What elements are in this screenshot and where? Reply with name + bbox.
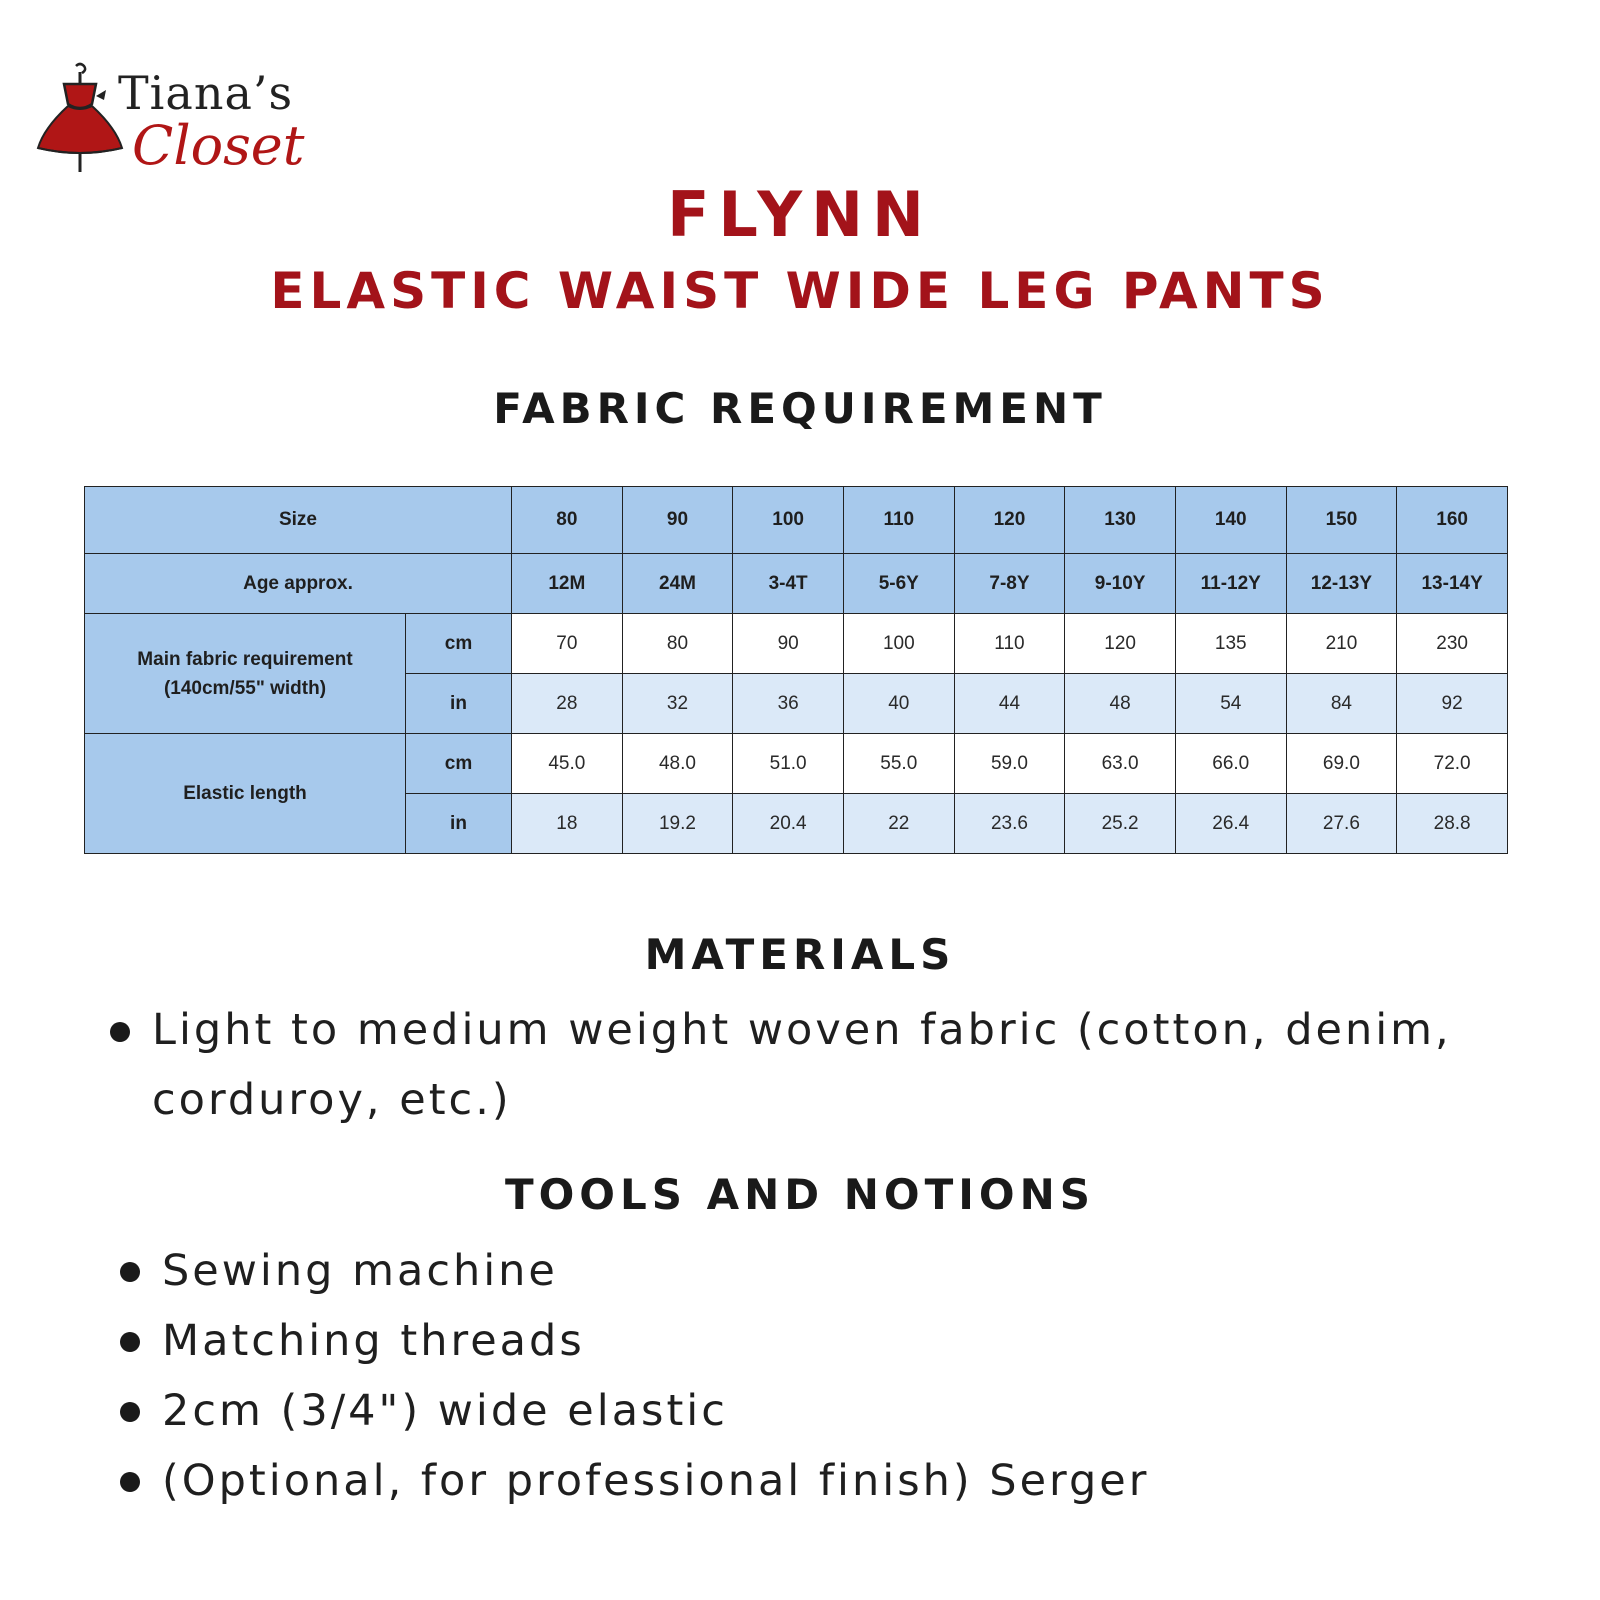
list-item-text: 2cm (3/4") wide elastic (162, 1386, 728, 1436)
value-cell: 100 (843, 614, 954, 674)
size-cell: 160 (1397, 487, 1508, 554)
size-cell: 110 (843, 487, 954, 554)
tools-list (110, 1236, 1550, 1516)
list-item-text: Matching threads (162, 1316, 585, 1366)
value-cell: 28.8 (1397, 794, 1508, 854)
list-item (100, 995, 1540, 1135)
list-item-text: (Optional, for professional finish) Serger (162, 1456, 1150, 1506)
size-label: Size (85, 487, 512, 554)
unit-cm: cm (406, 614, 512, 674)
list-item-text: Light to medium weight woven fabric (cotton, denim, (152, 1005, 1452, 1055)
value-cell: 22 (843, 794, 954, 854)
fabric-requirement-heading: FABRIC REQUIREMENT (493, 384, 1107, 433)
value-cell: 110 (954, 614, 1065, 674)
value-cell: 19.2 (622, 794, 733, 854)
size-cell: 140 (1175, 487, 1286, 554)
size-row (85, 487, 1508, 554)
value-cell: 120 (1065, 614, 1176, 674)
value-cell: 48.0 (622, 734, 733, 794)
value-cell: 27.6 (1286, 794, 1397, 854)
age-cell: 13-14Y (1397, 554, 1508, 614)
main-fabric-label (85, 614, 406, 734)
bullet-icon (120, 1332, 140, 1352)
list-item (110, 1306, 1550, 1376)
age-cell: 11-12Y (1175, 554, 1286, 614)
size-cell: 80 (512, 487, 623, 554)
materials-list (100, 995, 1540, 1135)
value-cell: 26.4 (1175, 794, 1286, 854)
value-cell: 210 (1286, 614, 1397, 674)
value-cell: 135 (1175, 614, 1286, 674)
value-cell: 45.0 (512, 734, 623, 794)
age-cell: 9-10Y (1065, 554, 1176, 614)
brand-logo (36, 62, 305, 180)
size-cell: 120 (954, 487, 1065, 554)
brand-name-line1: Tiana’s (118, 66, 294, 120)
value-cell: 40 (843, 674, 954, 734)
list-item (110, 1446, 1550, 1516)
age-cell: 7-8Y (954, 554, 1065, 614)
main-fabric-label-line1: Main fabric requirement (137, 648, 353, 670)
value-cell: 70 (512, 614, 623, 674)
main-fabric-label-line2: (140cm/55" width) (163, 677, 327, 699)
value-cell: 72.0 (1397, 734, 1508, 794)
unit-in: in (406, 794, 512, 854)
value-cell: 18 (512, 794, 623, 854)
value-cell: 66.0 (1175, 734, 1286, 794)
value-cell: 69.0 (1286, 734, 1397, 794)
unit-in: in (406, 674, 512, 734)
value-cell: 90 (733, 614, 844, 674)
bullet-icon (120, 1402, 140, 1422)
age-cell: 12-13Y (1286, 554, 1397, 614)
value-cell: 92 (1397, 674, 1508, 734)
elastic-length-label: Elastic length (85, 734, 406, 854)
age-row (85, 554, 1508, 614)
product-title: FLYNN (667, 178, 933, 251)
value-cell: 59.0 (954, 734, 1065, 794)
elastic-cm-row (85, 734, 1508, 794)
age-cell: 12M (512, 554, 623, 614)
value-cell: 55.0 (843, 734, 954, 794)
brand-name-line2: Closet (132, 114, 305, 177)
value-cell: 51.0 (733, 734, 844, 794)
bullet-icon (120, 1472, 140, 1492)
bullet-icon (110, 1022, 130, 1042)
value-cell: 20.4 (733, 794, 844, 854)
size-cell: 90 (622, 487, 733, 554)
tools-heading: TOOLS AND NOTIONS (504, 1170, 1096, 1219)
product-subtitle: ELASTIC WAIST WIDE LEG PANTS (270, 262, 1330, 320)
age-cell: 5-6Y (843, 554, 954, 614)
value-cell: 84 (1286, 674, 1397, 734)
value-cell: 28 (512, 674, 623, 734)
value-cell: 48 (1065, 674, 1176, 734)
fabric-requirement-table (84, 486, 1508, 854)
value-cell: 25.2 (1065, 794, 1176, 854)
age-cell: 3-4T (733, 554, 844, 614)
age-cell: 24M (622, 554, 733, 614)
value-cell: 54 (1175, 674, 1286, 734)
list-item-text: corduroy, etc.) (152, 1075, 512, 1125)
list-item (110, 1236, 1550, 1306)
value-cell: 230 (1397, 614, 1508, 674)
value-cell: 63.0 (1065, 734, 1176, 794)
age-label: Age approx. (85, 554, 512, 614)
bullet-icon (120, 1262, 140, 1282)
list-item (110, 1376, 1550, 1446)
value-cell: 80 (622, 614, 733, 674)
materials-heading: MATERIALS (644, 930, 956, 979)
size-cell: 150 (1286, 487, 1397, 554)
value-cell: 44 (954, 674, 1065, 734)
size-cell: 130 (1065, 487, 1176, 554)
value-cell: 23.6 (954, 794, 1065, 854)
unit-cm: cm (406, 734, 512, 794)
list-item-text: Sewing machine (162, 1246, 558, 1296)
main-fabric-cm-row (85, 614, 1508, 674)
size-cell: 100 (733, 487, 844, 554)
value-cell: 36 (733, 674, 844, 734)
value-cell: 32 (622, 674, 733, 734)
